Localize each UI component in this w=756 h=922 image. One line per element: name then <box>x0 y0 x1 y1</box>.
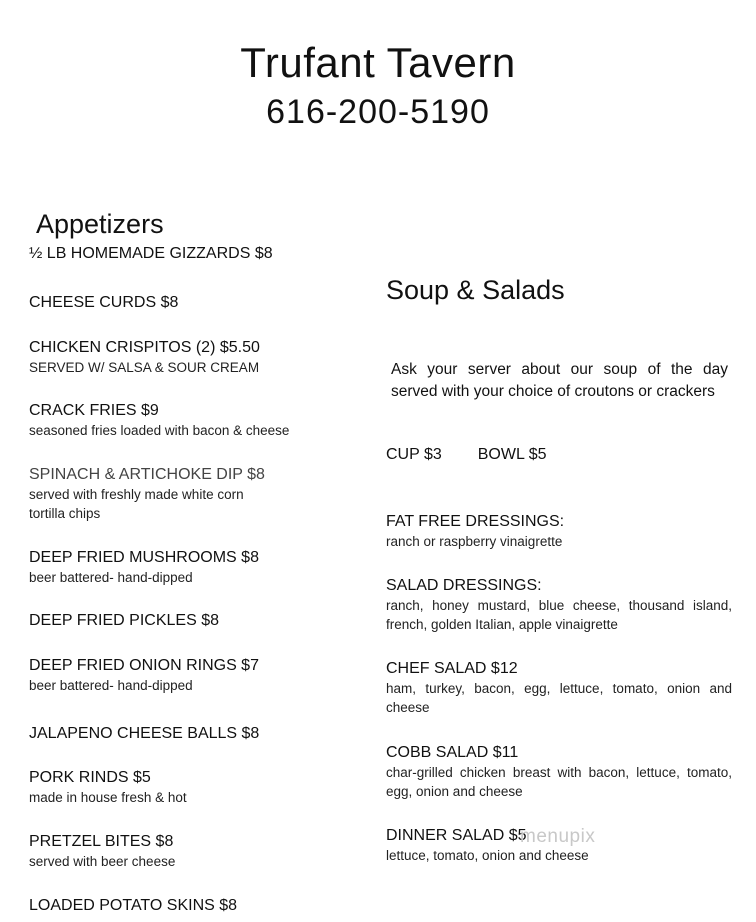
soup-sizes <box>386 445 547 465</box>
item-description: served with freshly made white corn tortilla chips <box>29 487 244 521</box>
appetizers-section <box>29 206 369 914</box>
menu-item <box>386 512 732 551</box>
item-name: FAT FREE DRESSINGS: <box>386 513 565 530</box>
watermark-logo: menupix <box>520 826 596 847</box>
item-description: ham, turkey, bacon, egg, lettuce, tomato, onion and cheese <box>386 681 732 715</box>
soup-salads-title: Soup & Salads <box>386 275 565 305</box>
appetizers-title: Appetizers <box>36 209 164 239</box>
item-name: DEEP FRIED MUSHROOMS $8 <box>29 549 259 566</box>
menu-item <box>29 293 178 313</box>
menu-item <box>29 768 187 807</box>
item-description: seasoned fries loaded with bacon & cheese <box>29 423 290 438</box>
menu-item <box>29 244 273 264</box>
menu-item <box>29 896 237 916</box>
menu-item <box>29 401 289 440</box>
item-name: CHEF SALAD $12 <box>386 660 518 677</box>
menu-item <box>386 659 732 717</box>
item-name: CHICKEN CRISPITOS (2) $5.50 <box>29 339 260 356</box>
item-name: SPINACH & ARTICHOKE DIP $8 <box>29 466 265 483</box>
menu-header <box>0 38 756 132</box>
item-name: SALAD DRESSINGS: <box>386 577 542 594</box>
item-name: CRACK FRIES $9 <box>29 402 159 419</box>
item-name: PRETZEL BITES $8 <box>29 833 174 850</box>
item-description: char-grilled chicken breast with bacon, lettuce, tomato, egg, onion and cheese <box>386 765 732 799</box>
menu-item <box>386 576 732 634</box>
menu-item <box>29 724 259 744</box>
menu-item <box>29 832 175 871</box>
item-description: SERVED W/ SALSA & SOUR CREAM <box>29 360 260 375</box>
item-description: made in house fresh & hot <box>29 790 187 805</box>
menu-item <box>386 743 732 801</box>
item-name: DINNER SALAD $5 <box>386 827 527 844</box>
cup-price: CUP $3 <box>386 446 442 463</box>
item-description: beer battered- hand-dipped <box>29 570 193 585</box>
soup-description: Ask your server about our soup of the day served with your choice of croutons or crackers <box>391 361 728 400</box>
item-description: lettuce, tomato, onion and cheese <box>386 848 589 863</box>
item-description: ranch or raspberry vinaigrette <box>386 534 563 549</box>
item-name: COBB SALAD $11 <box>386 744 519 761</box>
item-name: DEEP FRIED PICKLES $8 <box>29 612 219 629</box>
item-name: ½ LB HOMEMADE GIZZARDS $8 <box>29 245 273 262</box>
menu-item <box>29 548 259 587</box>
menu-item <box>29 465 264 523</box>
restaurant-name: Trufant Tavern <box>240 39 516 86</box>
item-description: ranch, honey mustard, blue cheese, thousand island, french, golden Italian, apple vinaigrette <box>386 598 732 632</box>
item-name: PORK RINDS $5 <box>29 769 151 786</box>
bowl-price: BOWL $5 <box>477 446 547 463</box>
phone-number: 616-200-5190 <box>266 93 490 131</box>
item-name: CHEESE CURDS $8 <box>29 294 179 311</box>
item-description: beer battered- hand-dipped <box>29 678 193 693</box>
menu-item <box>29 338 260 377</box>
item-description: served with beer cheese <box>29 854 176 869</box>
item-name: DEEP FRIED ONION RINGS $7 <box>29 657 259 674</box>
menu-item <box>29 611 219 631</box>
menu-item <box>29 656 259 695</box>
item-name: JALAPENO CHEESE BALLS $8 <box>29 725 260 742</box>
item-name: LOADED POTATO SKINS $8 <box>29 897 238 914</box>
